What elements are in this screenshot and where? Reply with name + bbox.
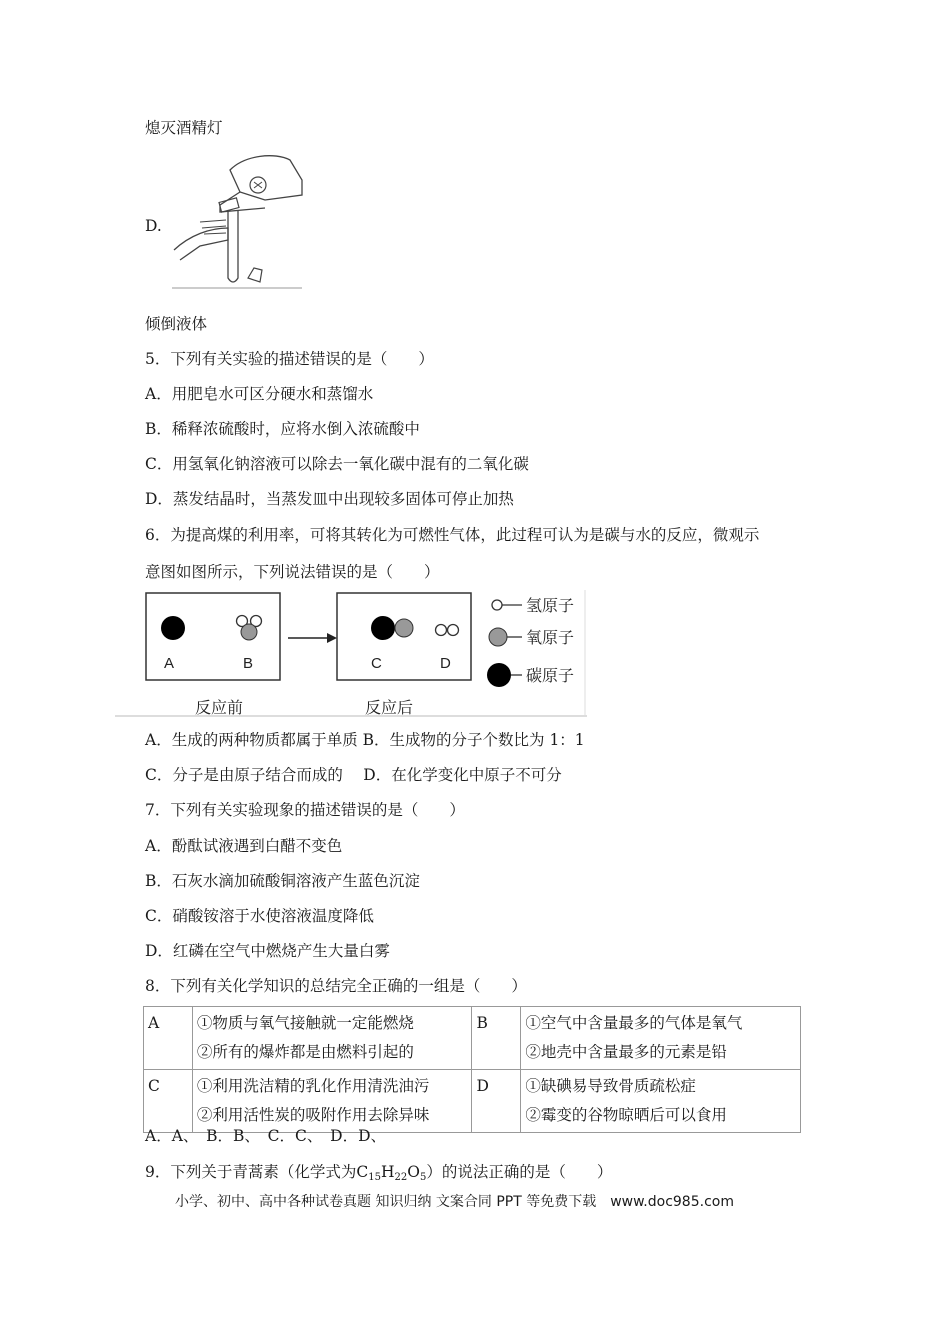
question-7-option-d: D．红磷在空气中燃烧产生大量白雾 xyxy=(145,942,390,960)
carbon-atom-a xyxy=(161,616,185,640)
label-c: C xyxy=(371,655,382,672)
question-6-line-1: 6．为提高煤的利用率，可将其转化为可燃性气体，此过程可认为是碳与水的反应，微观示 xyxy=(145,526,760,544)
pouring-liquid-illustration xyxy=(170,150,304,290)
question-5-option-c: C．用氢氧化钠溶液可以除去一氧化碳中混有的二氧化碳 xyxy=(145,455,529,473)
option-d-caption: 倾倒液体 xyxy=(145,315,208,333)
question-8-answers: A．A、 B．B、 C．C、 D．D、 xyxy=(145,1127,386,1145)
question-8: 8．下列有关化学知识的总结完全正确的一组是（ ） xyxy=(145,977,527,995)
option-c-caption: 熄灭酒精灯 xyxy=(145,119,223,137)
question-9: 9．下列关于青蒿素（化学式为$C_{15}H_{22}O_5$）的说法正确的是（ ） xyxy=(145,1163,613,1183)
statement-2: ②地壳中含量最多的元素是铅 xyxy=(525,1043,727,1061)
question-5: 5．下列有关实验的描述错误的是（ ） xyxy=(145,350,434,368)
statement-1: ①物质与氧气接触就一定能燃烧 xyxy=(196,1014,414,1032)
legend-hydrogen: 氢原子 xyxy=(526,596,575,615)
label-d: D xyxy=(440,655,451,672)
question-6-line-2: 意图如图所示，下列说法错误的是（ ） xyxy=(145,563,440,581)
table-cell-content xyxy=(192,1007,472,1070)
label-b: B xyxy=(243,655,254,672)
table-cell-content xyxy=(521,1007,801,1070)
footer-text: 小学、初中、高中各种试卷真题 知识归纳 文案合同 PPT 等免费下载 www.doc985.com xyxy=(175,1194,734,1210)
caption-after: 反应后 xyxy=(365,698,414,717)
table-row xyxy=(144,1007,801,1070)
reaction-diagram xyxy=(115,590,587,718)
statement-2: ②利用活性炭的吸附作用去除异味 xyxy=(196,1106,430,1124)
question-5-option-d: D．蒸发结晶时，当蒸发皿中出现较多固体可停止加热 xyxy=(145,490,514,508)
question-6-options-ab: A．生成的两种物质都属于单质 B．生成物的分子个数比为 1：1 xyxy=(145,731,585,749)
table-cell-letter: B xyxy=(472,1007,521,1070)
question-5-option-b: B．稀释浓硫酸时，应将水倒入浓硫酸中 xyxy=(145,420,420,438)
question-5-option-a: A．用肥皂水可区分硬水和蒸馏水 xyxy=(145,385,374,403)
question-6-options-cd: C．分子是由原子结合而成的 D．在化学变化中原子不可分 xyxy=(145,766,562,784)
label-a: A xyxy=(164,655,175,672)
table-cell-letter: A xyxy=(144,1007,193,1070)
option-d-label: D. xyxy=(145,217,162,235)
table-cell-letter: C xyxy=(144,1070,193,1133)
question-7-option-b: B．石灰水滴加硫酸铜溶液产生蓝色沉淀 xyxy=(145,872,420,890)
statement-1: ①缺碘易导致骨质疏松症 xyxy=(525,1077,696,1095)
statement-1: ①空气中含量最多的气体是氧气 xyxy=(525,1014,743,1032)
table-cell-content xyxy=(521,1070,801,1133)
question-8-table xyxy=(143,1006,801,1133)
statement-2: ②霉变的谷物晾晒后可以食用 xyxy=(525,1106,727,1124)
statement-2: ②所有的爆炸都是由燃料引起的 xyxy=(196,1043,414,1061)
question-7-option-c: C．硝酸铵溶于水使溶液温度降低 xyxy=(145,907,374,925)
question-7: 7．下列有关实验现象的描述错误的是（ ） xyxy=(145,801,465,819)
legend-carbon: 碳原子 xyxy=(526,666,575,685)
question-7-option-a: A．酚酞试液遇到白醋不变色 xyxy=(145,837,343,855)
caption-before: 反应前 xyxy=(195,698,244,717)
table-cell-content xyxy=(192,1070,472,1133)
legend-oxygen: 氧原子 xyxy=(526,628,575,647)
table-row xyxy=(144,1070,801,1133)
table-cell-letter: D xyxy=(472,1070,521,1133)
statement-1: ①利用洗洁精的乳化作用清洗油污 xyxy=(196,1077,430,1095)
